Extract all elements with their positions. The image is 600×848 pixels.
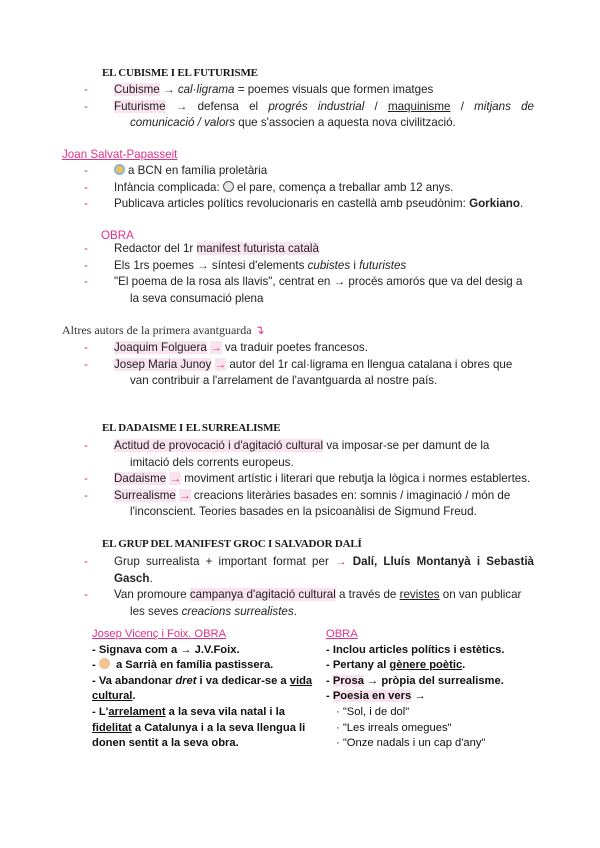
list-item: - Dadaisme → moviment artístic i literari que rebutja la lògica i normes establertes. bbox=[84, 471, 534, 488]
list-item-cubisme: - Cubisme → cal·ligrama = poemes visuals que formen imatges bbox=[84, 82, 534, 99]
salvat-obra-list bbox=[84, 241, 534, 307]
list-item: - a BCN en família proletària bbox=[84, 163, 534, 180]
list-item: - Publicava articles polítics revolucionaris en castellà amb pseudònim: Gorkiano. bbox=[84, 196, 534, 213]
term-cubisme: Cubisme bbox=[114, 83, 160, 96]
list-item: - Els 1rs poemes → síntesi d'elements cubistes i futuristes bbox=[84, 258, 534, 275]
baby-icon bbox=[99, 658, 110, 669]
obra-label: OBRA bbox=[101, 229, 134, 242]
salvat-list bbox=[84, 163, 534, 213]
section-title-cubisme: EL CUBISME I EL FUTURISME bbox=[102, 67, 258, 79]
list-item: - Joaquim Folguera → va traduir poetes francesos. bbox=[84, 340, 534, 357]
futurisme-continuation: comunicació / valors que s'associen a aquesta nova civilització. bbox=[130, 116, 456, 130]
foix-column: Josep Vicenç i Foix. OBRA - Signava com a → J.V.Foix. - a Sarrià en família pastissera. - Va abandonar dret i va dedicar-se a vida cultural. - L'arrelament a la seva vila natal i la fidelitat a Catalunya i a la seva llengua li donen sentit a la seva obra. bbox=[92, 627, 317, 752]
section-title-altres: Altres autors de la primera avantguarda ↴ bbox=[62, 323, 265, 337]
section-title-grup: EL GRUP DEL MANIFEST GROC I SALVADOR DALÍ bbox=[102, 538, 362, 550]
dadaisme-list bbox=[84, 438, 534, 521]
arrow-down-icon: ↴ bbox=[254, 323, 265, 337]
poem-item: · "Sol, i de dol" bbox=[336, 705, 410, 718]
section-title-dadaisme: EL DADAISME I EL SURREALISME bbox=[102, 422, 281, 434]
list-item-futurisme: - Futurisme → defensa el progrés industrial / maquinisme / mitjans de bbox=[84, 99, 534, 116]
skull-icon bbox=[223, 181, 234, 192]
list-item: - Actitud de provocació i d'agitació cultural va imposar-se per damunt de la imitació dels corrents europeus. bbox=[84, 438, 534, 471]
altres-list bbox=[84, 340, 534, 390]
list-item: - Josep Maria Junoy → autor del 1r cal·ligrama en llengua catalana i obres que van contribuir a l'arrelament de l'avantguarda al nostre país. bbox=[84, 357, 534, 390]
term-futurisme: Futurisme bbox=[114, 99, 166, 113]
obra-column: OBRA - Inclou articles polítics i estètics. - Pertany al gènere poètic. - Prosa → pròpia del surrealisme. - Poesia en vers → · "Sol, i de dol" · "Les irreals omegues" · "Onze nadals i un cap d'any" bbox=[326, 627, 526, 752]
list-item: - Redactor del 1r manifest futurista català bbox=[84, 241, 534, 258]
foix-title: Josep Vicenç i Foix. OBRA bbox=[92, 628, 227, 640]
baby-icon bbox=[114, 164, 125, 175]
list-item: - Infància complicada: el pare, comença a treballar amb 12 anys. bbox=[84, 180, 534, 197]
cubisme-list bbox=[84, 82, 534, 132]
poem-item: · "Les irreals omegues" bbox=[336, 721, 452, 734]
obra2-title: OBRA bbox=[326, 628, 358, 640]
list-item: - "El poema de la rosa als llavis", centrat en → procés amorós que va del desig a la seva consumació plena bbox=[84, 274, 534, 307]
author-salvat-papasseit: Joan Salvat-Papasseit bbox=[62, 148, 178, 161]
grup-list bbox=[84, 554, 534, 620]
list-item: - Van promoure campanya d'agitació cultural a través de revistes on van publicar les seves creacions surrealistes. bbox=[84, 587, 534, 620]
list-item: - Grup surrealista + important format per → Dalí, Lluís Montanyà i Sebastià Gasch. bbox=[84, 554, 534, 587]
poem-item: · "Onze nadals i un cap d'any" bbox=[336, 737, 486, 750]
list-item: - Surrealisme → creacions literàries basades en: somnis / imaginació / món de l'inconscient. Teories basades en la psicoanàlisi de Sigmund Freud. bbox=[84, 488, 534, 521]
